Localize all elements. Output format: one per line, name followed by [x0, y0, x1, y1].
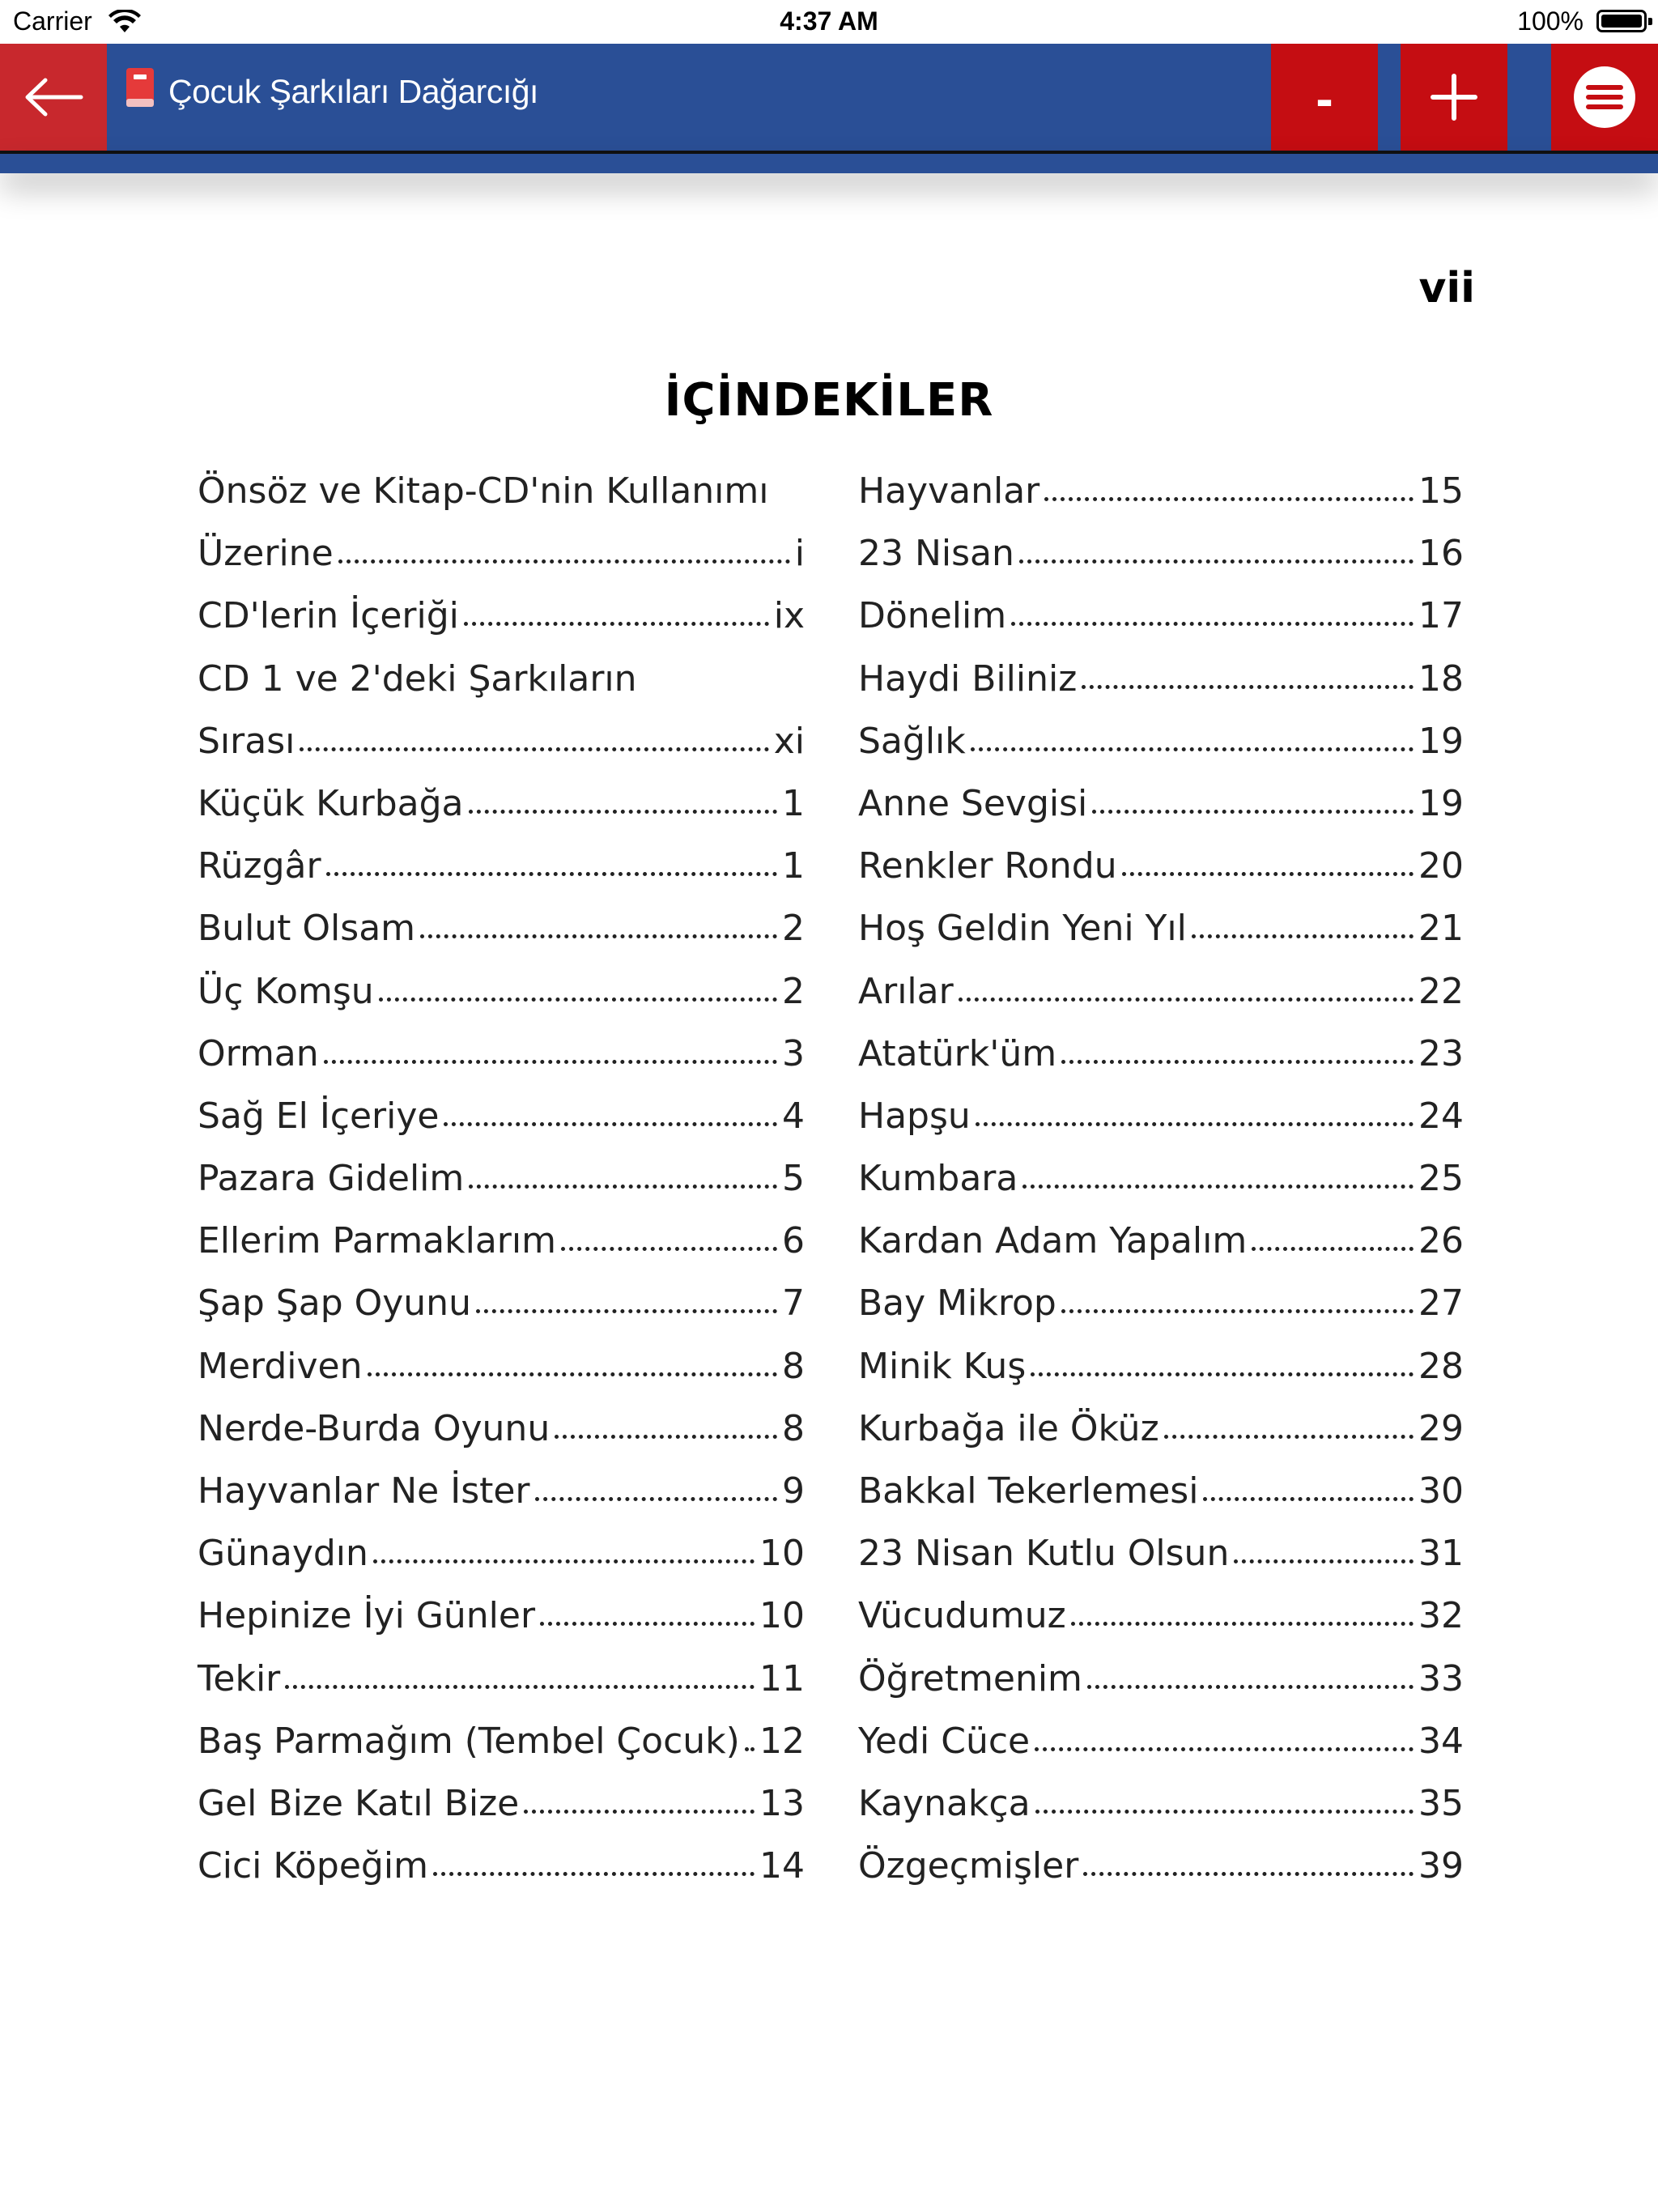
toc-leader [1234, 1559, 1414, 1563]
toc-leader [1203, 1497, 1414, 1501]
toc-entry-title: 23 Nisan [858, 533, 1014, 575]
toc-right-column [858, 470, 1464, 1908]
toc-entry-title: Kurbağa ile Öküz [858, 1407, 1159, 1449]
toc-entry-title: Hayvanlar [858, 470, 1040, 512]
toc-entry-page: 32 [1418, 1595, 1464, 1637]
toc-entry-title: Sağlık [858, 720, 966, 762]
toc-entry-page: 1 [782, 845, 805, 887]
toc-entry-page: 23 [1418, 1032, 1464, 1074]
toc-entry-title: Pazara Gidelim [198, 1158, 465, 1200]
toc-leader [324, 1060, 777, 1064]
toc-entry-page: 18 [1418, 657, 1464, 700]
toc-entry-page: 1 [782, 782, 805, 824]
toc-entry[interactable] [198, 971, 805, 1033]
toc-entry[interactable] [858, 1783, 1464, 1845]
toc-entry-page: 19 [1418, 720, 1464, 762]
toc-entry-title: Hoş Geldin Yeni Yıl [858, 908, 1187, 950]
toc-entry[interactable] [858, 1658, 1464, 1721]
toc-entry-page: 8 [782, 1345, 805, 1387]
toc-leader [1022, 1185, 1414, 1189]
toc-entry[interactable] [858, 1095, 1464, 1158]
toc-entry[interactable] [858, 1470, 1464, 1533]
toc-entry-title: Arılar [858, 970, 954, 1012]
toc-leader [1082, 685, 1414, 689]
toc-entry-title: Orman [198, 1032, 319, 1074]
toc-entry-title: Vücudumuz [858, 1595, 1066, 1637]
toc-entry-title: Üç Komşu [198, 970, 374, 1012]
toc-entry-title: Bay Mikrop [858, 1283, 1056, 1325]
toc-entry[interactable] [198, 1346, 805, 1408]
toc-entry-page: 16 [1418, 533, 1464, 575]
toc-entry[interactable] [198, 783, 805, 845]
toc-entry[interactable] [858, 783, 1464, 845]
toc-entry-title: Nerde-Burda Oyunu [198, 1407, 551, 1449]
toc-entry[interactable] [858, 1033, 1464, 1095]
page-number: vii [1418, 264, 1475, 313]
toc-entry[interactable] [858, 1283, 1464, 1345]
toc-entry[interactable] [198, 1220, 805, 1283]
toc-entry-title: Hapşu [858, 1095, 971, 1137]
toc-leader [420, 934, 777, 938]
toc-entry[interactable] [198, 1158, 805, 1220]
toc-entry-title: CD 1 ve 2'deki Şarkıların [198, 657, 637, 700]
toc-entry-page: 33 [1418, 1657, 1464, 1699]
toc-leader [1011, 622, 1414, 626]
toc-leader [1061, 1309, 1414, 1313]
toc-entry-page: 25 [1418, 1158, 1464, 1200]
toc-entry-page: 9 [782, 1470, 805, 1512]
toc-entry[interactable] [198, 1595, 805, 1657]
plus-icon [1428, 71, 1480, 123]
toc-left-column [198, 470, 805, 1908]
toc-leader [959, 998, 1414, 1002]
toc-entry-page: 19 [1418, 782, 1464, 824]
toc-leader [555, 1435, 777, 1439]
toc-leader [524, 1810, 755, 1814]
toc-leader [535, 1497, 777, 1501]
toc-leader [368, 1372, 778, 1376]
toc-entry-title: Kumbara [858, 1158, 1018, 1200]
toc-leader [1019, 559, 1414, 564]
toc-entry-title: Hepinize İyi Günler [198, 1595, 536, 1637]
toc-entry[interactable] [858, 721, 1464, 783]
book-title: Çocuk Şarkıları Dağarcığı [168, 73, 538, 110]
toc-entry[interactable] [198, 1095, 805, 1158]
toc-leader [976, 1122, 1414, 1126]
toc-entry-page: 30 [1418, 1470, 1464, 1512]
toc-entry-title: Günaydın [198, 1533, 368, 1575]
toc-entry[interactable] [198, 658, 805, 721]
toc-entry-page: 21 [1418, 908, 1464, 950]
toc-entry[interactable] [198, 1845, 805, 1908]
toc-entry-title: Bulut Olsam [198, 908, 416, 950]
app-toolbar [0, 44, 1658, 154]
toc-leader [464, 622, 769, 626]
toc-entry-page: 14 [759, 1845, 805, 1887]
toc-leader [1083, 1872, 1414, 1876]
toc-entry[interactable] [858, 908, 1464, 970]
toc-entry-page: 27 [1418, 1283, 1464, 1325]
toc-entry-title: Minik Kuş [858, 1345, 1027, 1387]
toc-entry-page: 10 [759, 1533, 805, 1575]
back-arrow-icon [23, 77, 84, 117]
toc-entry-title: Atatürk'üm [858, 1032, 1057, 1074]
toc-leader [338, 559, 790, 564]
toc-entry[interactable] [858, 470, 1464, 533]
battery-icon [1596, 10, 1647, 32]
toc-entry-title: Kardan Adam Yapalım [858, 1220, 1248, 1262]
toc-leader [1044, 497, 1414, 501]
toc-entry-page: 5 [782, 1158, 805, 1200]
toc-leader [444, 1122, 777, 1126]
toc-leader [1035, 1747, 1414, 1751]
zoom-out-button[interactable] [1271, 44, 1378, 151]
toc-entry-page: 7 [782, 1283, 805, 1325]
toc-entry-title: Cici Köpeğim [198, 1845, 428, 1887]
toc-entry[interactable] [858, 658, 1464, 721]
toc-entry[interactable] [198, 595, 805, 657]
toc-entry-title: Üzerine [198, 533, 334, 575]
toc-leader [379, 998, 777, 1002]
book-icon [125, 66, 155, 108]
toc-entry-title: Baş Parmağım (Tembel Çocuk) [198, 1720, 740, 1762]
toc-entry-title: Yedi Cüce [858, 1720, 1031, 1762]
toc-entry-title: Şap Şap Oyunu [198, 1283, 471, 1325]
page-heading: İÇİNDEKİLER [664, 374, 994, 427]
menu-button[interactable] [1551, 44, 1658, 151]
toc-leader [373, 1559, 755, 1563]
toc-leader [1061, 1060, 1414, 1064]
menu-icon [1572, 65, 1637, 130]
back-button[interactable] [0, 44, 107, 151]
toc-entry-page: 15 [1418, 470, 1464, 512]
toc-entry-page: 4 [782, 1095, 805, 1137]
toc-entry-page: 10 [759, 1595, 805, 1637]
toc-entry-page: 2 [782, 970, 805, 1012]
toc-entry-page: xi [773, 720, 805, 762]
minus-label: - [1316, 70, 1333, 128]
toc-entry[interactable] [858, 1408, 1464, 1470]
toc-leader [1192, 934, 1414, 938]
toc-leader [1087, 1685, 1414, 1689]
toc-entry-title: Renkler Rondu [858, 845, 1117, 887]
toc-entry-page: 12 [759, 1720, 805, 1762]
toc-entry-page: 31 [1418, 1533, 1464, 1575]
toc-entry-title: Sağ El İçeriye [198, 1095, 440, 1137]
toc-leader [1035, 1810, 1414, 1814]
toc-entry[interactable] [858, 533, 1464, 595]
clock: 4:37 AM [780, 6, 878, 36]
toc-entry-title: CD'lerin İçeriği [198, 595, 459, 637]
toc-leader [540, 1622, 755, 1626]
toc-entry[interactable] [858, 845, 1464, 908]
battery-percent: 100% [1517, 6, 1584, 36]
toc-entry-title: Dönelim [858, 595, 1007, 637]
toc-entry[interactable] [198, 1721, 805, 1783]
toc-entry-title: Kaynakça [858, 1782, 1031, 1824]
toc-entry-title: Özgeçmişler [858, 1845, 1079, 1887]
toc-entry-title: Merdiven [198, 1345, 363, 1387]
toc-entry[interactable] [858, 1845, 1464, 1908]
toc-leader [476, 1309, 777, 1313]
toc-entry-page: 17 [1418, 595, 1464, 637]
toc-entry[interactable] [858, 1346, 1464, 1408]
status-bar [0, 0, 1658, 44]
toc-entry-page: 28 [1418, 1345, 1464, 1387]
toc-entry-page: i [794, 533, 805, 575]
toc-entry[interactable] [858, 1595, 1464, 1657]
toc-entry[interactable] [198, 1033, 805, 1095]
toc-entry-page: ix [773, 595, 805, 637]
toc-leader [469, 810, 777, 814]
toc-entry-page: 6 [782, 1220, 805, 1262]
toc-entry-page: 8 [782, 1407, 805, 1449]
toc-entry[interactable] [198, 845, 805, 908]
toc-leader [469, 1185, 777, 1189]
toc-entry[interactable] [858, 1533, 1464, 1595]
toc-entry[interactable] [198, 721, 805, 783]
toc-entry[interactable] [198, 1533, 805, 1595]
carrier-label: Carrier [13, 6, 92, 36]
toc-entry-title: 23 Nisan Kutlu Olsun [858, 1533, 1230, 1575]
toc-entry-page: 29 [1418, 1407, 1464, 1449]
zoom-in-button[interactable] [1401, 44, 1507, 151]
toc-entry[interactable] [198, 1658, 805, 1721]
toc-entry-title: Önsöz ve Kitap-CD'nin Kullanımı [198, 470, 769, 512]
toc-entry-page: 22 [1418, 970, 1464, 1012]
toc-entry-page: 26 [1418, 1220, 1464, 1262]
toc-leader [1031, 1372, 1414, 1376]
toc-leader [1122, 872, 1414, 876]
toc-leader [326, 872, 777, 876]
toc-entry-title: Bakkal Tekerlemesi [858, 1470, 1199, 1512]
toc-entry-title: Öğretmenim [858, 1657, 1082, 1699]
toc-entry-title: Ellerim Parmaklarım [198, 1220, 556, 1262]
toc-entry[interactable] [198, 1283, 805, 1345]
toc-entry-page: 13 [759, 1782, 805, 1824]
toc-entry-title: Haydi Biliniz [858, 657, 1078, 700]
toc-entry-title: Sırası [198, 720, 295, 762]
toc-entry-page: 2 [782, 908, 805, 950]
toc-entry[interactable] [198, 533, 805, 595]
toc-leader [1071, 1622, 1414, 1626]
toc-entry-title: Küçük Kurbağa [198, 782, 464, 824]
toc-entry-page: 24 [1418, 1095, 1464, 1137]
toc-entry[interactable] [858, 1721, 1464, 1783]
toc-entry-page: 35 [1418, 1782, 1464, 1824]
toc-leader [1252, 1247, 1414, 1251]
toc-entry-title: Gel Bize Katıl Bize [198, 1782, 520, 1824]
toc-leader [971, 747, 1414, 751]
toc-entry[interactable] [858, 595, 1464, 657]
toc-entry[interactable] [198, 1783, 805, 1845]
toc-leader [561, 1247, 777, 1251]
toc-entry[interactable] [198, 470, 805, 533]
toc-entry[interactable] [198, 908, 805, 970]
toc-leader [433, 1872, 755, 1876]
toc-leader [1092, 810, 1414, 814]
toc-leader [745, 1747, 755, 1751]
toc-entry-page: 39 [1418, 1845, 1464, 1887]
toc-entry-title: Tekir [198, 1657, 281, 1699]
toc-entry-page: 11 [759, 1657, 805, 1699]
toc-entry[interactable] [858, 971, 1464, 1033]
toc-entry[interactable] [858, 1220, 1464, 1283]
toc-entry-title: Hayvanlar Ne İster [198, 1470, 530, 1512]
toc-leader [1164, 1435, 1414, 1439]
toc-leader [300, 747, 768, 751]
toc-entry[interactable] [198, 1408, 805, 1470]
toc-entry-page: 3 [782, 1032, 805, 1074]
toc-entry[interactable] [198, 1470, 805, 1533]
toc-entry-page: 20 [1418, 845, 1464, 887]
toc-leader [285, 1685, 755, 1689]
toolbar-shadow [0, 154, 1658, 173]
toc-entry[interactable] [858, 1158, 1464, 1220]
toc-entry-page: 34 [1418, 1720, 1464, 1762]
toc-entry-title: Rüzgâr [198, 845, 321, 887]
toc-entry-title: Anne Sevgisi [858, 782, 1088, 824]
